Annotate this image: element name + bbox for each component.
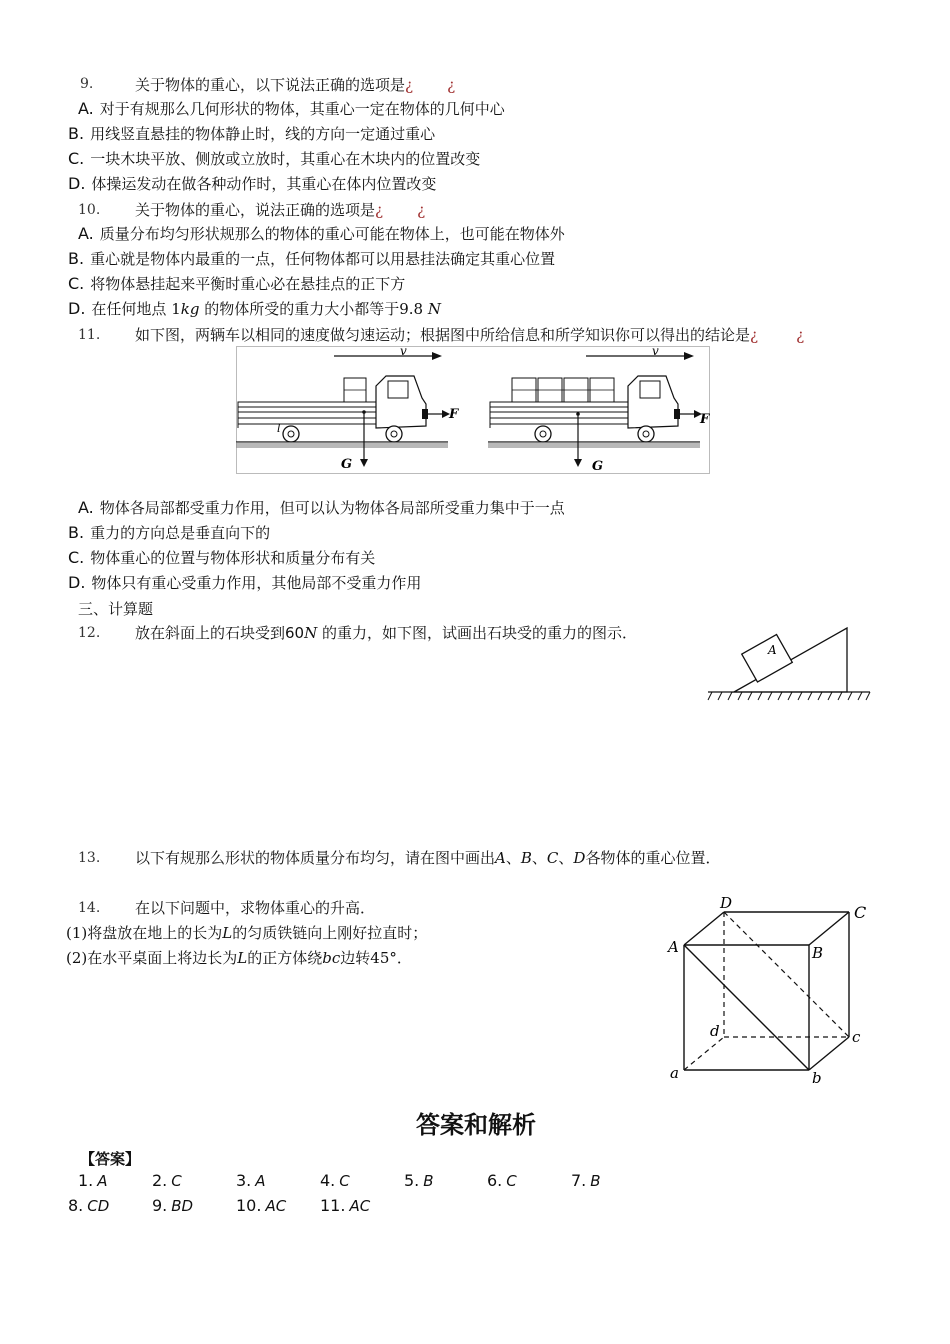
answer-item xyxy=(68,1196,109,1215)
answer-item xyxy=(487,1171,517,1190)
q14-stem: 在以下问题中，求物体重心的升高． xyxy=(135,899,376,917)
velocity-label: v xyxy=(652,346,659,358)
q12-unit: N xyxy=(304,624,318,642)
answer-number: 5. xyxy=(404,1171,420,1190)
mass-unit: kg xyxy=(180,300,200,318)
q11-number: 11. xyxy=(78,327,101,343)
answer-item xyxy=(152,1196,193,1215)
q13-sep: 、 xyxy=(558,849,574,867)
option-text: 体操运发动在做各种动作时，其重心在体内位置改变 xyxy=(91,175,437,193)
hidden-diagonal-Dc xyxy=(724,912,849,1037)
velocity-label: v xyxy=(400,346,407,358)
q11-stem xyxy=(135,324,804,345)
q10-number: 10. xyxy=(78,202,101,218)
edge-label: bc xyxy=(322,949,341,967)
answer-item xyxy=(320,1196,370,1215)
mass-value: 1 xyxy=(171,300,181,318)
option-text: 将物体悬挂起来平衡时重心必在悬挂点的正下方 xyxy=(90,275,406,293)
vertex-label-d: d xyxy=(710,1022,720,1040)
bumper xyxy=(422,409,428,419)
q13-label-a: A xyxy=(495,849,506,867)
velocity-arrowhead xyxy=(684,352,694,360)
q10-option-b xyxy=(68,248,555,269)
q11-option-b xyxy=(68,522,270,543)
option-letter: A. xyxy=(78,498,94,517)
diagonal-Ab xyxy=(684,945,809,1070)
q12-stem xyxy=(135,622,637,643)
part-variable: L xyxy=(237,949,248,967)
answer-item xyxy=(571,1171,601,1190)
q9-option-c xyxy=(68,148,480,169)
vertex-label-A: A xyxy=(668,938,679,956)
option-text-mid: 的物体所受的重力大小都等于 xyxy=(204,300,400,318)
option-letter: D. xyxy=(68,174,86,193)
q13-text-before: 以下有规那么形状的物体质量分布均匀，请在图中画出 xyxy=(135,849,496,867)
answer-number: 10. xyxy=(236,1196,262,1215)
gravity-arrowhead xyxy=(574,459,582,467)
angle-value: 45° xyxy=(370,949,397,967)
svg-text:l: l xyxy=(277,422,281,435)
part-text: 的正方体绕 xyxy=(247,949,323,967)
q11-option-d xyxy=(68,572,421,593)
answer-item xyxy=(404,1171,434,1190)
q10-option-a xyxy=(78,223,565,244)
q9-mark-2: ¿ xyxy=(447,76,456,94)
ground-hatch xyxy=(236,442,448,448)
q13-sep: 、 xyxy=(531,849,547,867)
gravity-arrowhead xyxy=(360,459,368,467)
q10-mark-1: ¿ xyxy=(375,201,384,219)
cab-window xyxy=(640,381,660,398)
part-text: 的匀质铁链向上刚好拉直时； xyxy=(232,924,428,942)
vertex-label-b: b xyxy=(812,1069,822,1087)
vertex-label-D: D xyxy=(720,894,733,912)
option-letter: C. xyxy=(68,149,85,168)
q12-number: 12. xyxy=(78,625,101,641)
part-text: ． xyxy=(396,949,412,967)
truck-1 xyxy=(236,346,459,472)
part-number: (1) xyxy=(66,924,88,942)
q11-option-a xyxy=(78,497,565,518)
q10-text: 关于物体的重心，说法正确的选项是 xyxy=(135,201,376,219)
edge-BC xyxy=(809,912,849,945)
q13-number: 13. xyxy=(78,850,101,866)
option-text: 重心就是物体内最重的一点，任何物体都可以用悬挂法确定其重心位置 xyxy=(90,250,556,268)
q10-option-d xyxy=(68,298,441,319)
q11-mark-1: ¿ xyxy=(750,326,759,344)
cab-window xyxy=(388,381,408,398)
ground-hatch xyxy=(708,692,870,700)
option-letter: D. xyxy=(68,573,86,592)
answer-value: C xyxy=(339,1172,350,1190)
q12-text-before: 放在斜面上的石块受到 xyxy=(135,624,286,642)
option-text-before: 在任何地点 xyxy=(91,300,167,318)
answer-number: 8. xyxy=(68,1196,84,1215)
q14-part-1 xyxy=(66,922,427,943)
gravity-label: G xyxy=(592,459,604,474)
edge-bc xyxy=(809,1037,849,1070)
answer-number: 7. xyxy=(571,1171,587,1190)
q10-stem xyxy=(135,199,425,220)
option-text: 物体各局部都受重力作用，但可以认为物体各局部所受重力集中于一点 xyxy=(99,499,565,517)
vertex-label-c: c xyxy=(852,1028,861,1046)
answer-number: 11. xyxy=(320,1196,346,1215)
q14-part-2 xyxy=(66,947,412,968)
q9-option-b xyxy=(68,123,435,144)
q9-number: 9. xyxy=(80,76,94,92)
option-text: 用线竖直悬挂的物体静止时，线的方向一定通过重心 xyxy=(90,125,436,143)
section-heading: 三、计算题 xyxy=(78,600,154,618)
answer-item xyxy=(320,1171,350,1190)
q9-option-a xyxy=(78,98,505,119)
answer-number: 3. xyxy=(236,1171,252,1190)
cube-figure xyxy=(664,890,874,1090)
answer-value: A xyxy=(97,1172,108,1190)
option-text: 物体只有重心受重力作用，其他局部不受重力作用 xyxy=(91,574,422,592)
q13-label-d: D xyxy=(573,849,586,867)
ground-hatch xyxy=(488,442,700,448)
option-letter: A. xyxy=(78,99,94,118)
answer-number: 2. xyxy=(152,1171,168,1190)
truck-bed xyxy=(490,402,628,407)
option-letter: B. xyxy=(68,124,85,143)
answer-number: 1. xyxy=(78,1171,94,1190)
q12-value: 60 xyxy=(285,624,305,642)
answer-item xyxy=(78,1171,108,1190)
answer-item xyxy=(152,1171,182,1190)
bumper xyxy=(674,409,680,419)
option-letter: C. xyxy=(68,548,85,567)
q13-stem xyxy=(135,847,720,868)
answer-value: C xyxy=(506,1172,517,1190)
answer-value: B xyxy=(423,1172,434,1190)
q13-label-c: C xyxy=(546,849,559,867)
q10-mark-2: ¿ xyxy=(417,201,426,219)
answer-item xyxy=(236,1196,286,1215)
q9-stem xyxy=(135,74,455,95)
truck-2 xyxy=(488,346,710,474)
option-letter: A. xyxy=(78,224,94,243)
part-variable: L xyxy=(222,924,233,942)
q11-option-c xyxy=(68,547,375,568)
q11-text: 如下图，两辆车以相同的速度做匀速运动；根据图中所给信息和所学知识你可以得出的结论是 xyxy=(135,326,751,344)
q12-text-after: 的重力，如下图，试画出石块受的重力的图示． xyxy=(322,624,638,642)
force-label: F xyxy=(700,412,710,427)
gravity-label: G xyxy=(341,457,353,472)
answer-value: C xyxy=(171,1172,182,1190)
q9-mark-1: ¿ xyxy=(405,76,414,94)
answer-value: B xyxy=(590,1172,601,1190)
answer-value: A xyxy=(255,1172,266,1190)
q11-mark-2: ¿ xyxy=(796,326,805,344)
answer-number: 4. xyxy=(320,1171,336,1190)
truck-bed xyxy=(238,402,376,407)
vertex-label-a: a xyxy=(670,1064,679,1082)
answer-value: AC xyxy=(265,1197,287,1215)
option-letter: C. xyxy=(68,274,85,293)
hidden-edge-ad xyxy=(684,1037,724,1070)
part-text: 将盘放在地上的长为 xyxy=(87,924,223,942)
answer-value: AC xyxy=(349,1197,371,1215)
q10-option-c xyxy=(68,273,405,294)
q9-text: 关于物体的重心，以下说法正确的选项是 xyxy=(135,76,406,94)
answers-title: 答案和解析 xyxy=(416,1111,536,1139)
q13-label-b: B xyxy=(520,849,532,867)
option-letter: B. xyxy=(68,249,85,268)
force-label: F xyxy=(449,407,459,422)
answers-label: 【答案】 xyxy=(80,1150,141,1168)
q9-option-d xyxy=(68,173,436,194)
q14-number: 14. xyxy=(78,900,101,916)
trucks-figure xyxy=(236,346,710,474)
answer-item xyxy=(236,1171,266,1190)
incline-figure xyxy=(704,620,872,710)
force-value: 9.8 xyxy=(399,300,424,318)
vertex-label-C: C xyxy=(854,903,867,922)
option-text: 重力的方向总是垂直向下的 xyxy=(90,524,271,542)
q13-text-after: 各物体的重心位置． xyxy=(585,849,721,867)
block-label: A xyxy=(768,643,777,657)
answer-value: BD xyxy=(171,1197,194,1215)
edge-AD xyxy=(684,912,724,945)
force-unit: N xyxy=(427,300,442,318)
q13-sep: 、 xyxy=(505,849,521,867)
velocity-arrowhead xyxy=(432,352,442,360)
part-number: (2) xyxy=(66,949,88,967)
part-text: 边转 xyxy=(340,949,371,967)
option-letter: B. xyxy=(68,523,85,542)
option-text: 物体重心的位置与物体形状和质量分布有关 xyxy=(90,549,376,567)
vertex-label-B: B xyxy=(812,944,824,962)
option-text: 对于有规那么几何形状的物体，其重心一定在物体的几何中心 xyxy=(99,100,505,118)
answer-number: 6. xyxy=(487,1171,503,1190)
part-text: 在水平桌面上将边长为 xyxy=(87,949,238,967)
option-text: 一块木块平放、侧放或立放时，其重心在木块内的位置改变 xyxy=(90,150,481,168)
option-letter: D. xyxy=(68,299,86,318)
answer-number: 9. xyxy=(152,1196,168,1215)
answer-value: CD xyxy=(87,1197,110,1215)
option-text: 质量分布均匀形状规那么的物体的重心可能在物体上，也可能在物体外 xyxy=(99,225,565,243)
